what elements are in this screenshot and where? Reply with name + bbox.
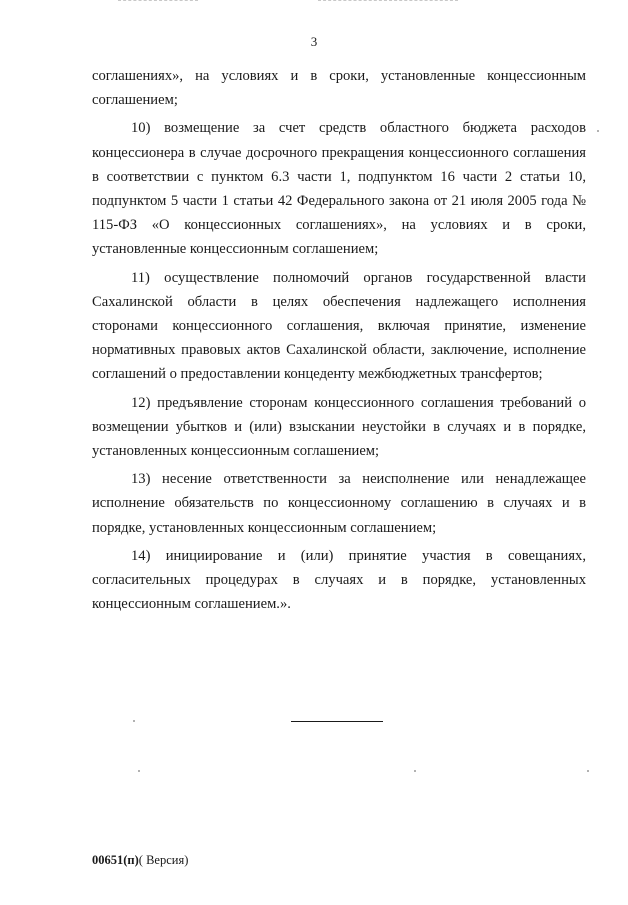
scan-edge-line-right <box>318 0 458 1</box>
paragraph-item-14: 14) инициирование и (или) принятие участия в совещаниях, согласительных процедурах в случаях и в порядке, установленных концессионным соглашением.». <box>92 547 586 613</box>
paragraph-continuation: соглашениях», на условиях и в сроки, установленные концессионным соглашением; <box>92 68 586 109</box>
document-code: 00651(п) <box>92 853 139 867</box>
scan-speck <box>133 720 135 722</box>
scan-edge-line-left <box>118 0 198 1</box>
paragraph-item-12: 12) предъявление сторонам концессионного соглашения требований о возмещении убытков и (или) взыскании неустойки в случаях и в порядке, установленных концессионным соглашением; <box>92 394 586 460</box>
scan-speck <box>138 770 140 772</box>
paragraph-item-13: 13) несение ответственности за неисполнение или ненадлежащее исполнение обязательств по концессионному соглашению в случаях и в порядке, установленных концессионным соглашением; <box>92 471 586 536</box>
scan-speck <box>414 770 416 772</box>
page-number: 3 <box>310 34 318 49</box>
scan-speck <box>587 770 589 772</box>
document-version: ( Версия) <box>138 853 189 867</box>
end-separator-line <box>291 721 383 722</box>
paragraph-item-11: 11) осуществление полномочий органов государственной власти Сахалинской области в целях обеспечения надлежащего исполнения сторонами концессионного соглашения, включая принятие, изменение нормативных правовых актов Сахалинской области, заключение, исполнение соглашений о предоставлении концеденту межбюджетных трансфертов; <box>92 269 586 383</box>
scan-speck <box>597 130 599 132</box>
document-body <box>92 64 586 620</box>
document-footer-code <box>92 853 188 868</box>
paragraph-item-10: 10) возмещение за счет средств областного бюджета расходов концессионера в случае досрочного прекращения концессионного соглашения в соответствии с пунктом 6.3 части 1, подпунктом 16 части 2 статьи 10, подпунктом 5 части 1 статьи 42 Федерального закона от 21 июля 2005 года № 115-ФЗ «О концессионных соглашениях», на условиях и в сроки, установленные концессионным соглашением; <box>92 120 586 258</box>
